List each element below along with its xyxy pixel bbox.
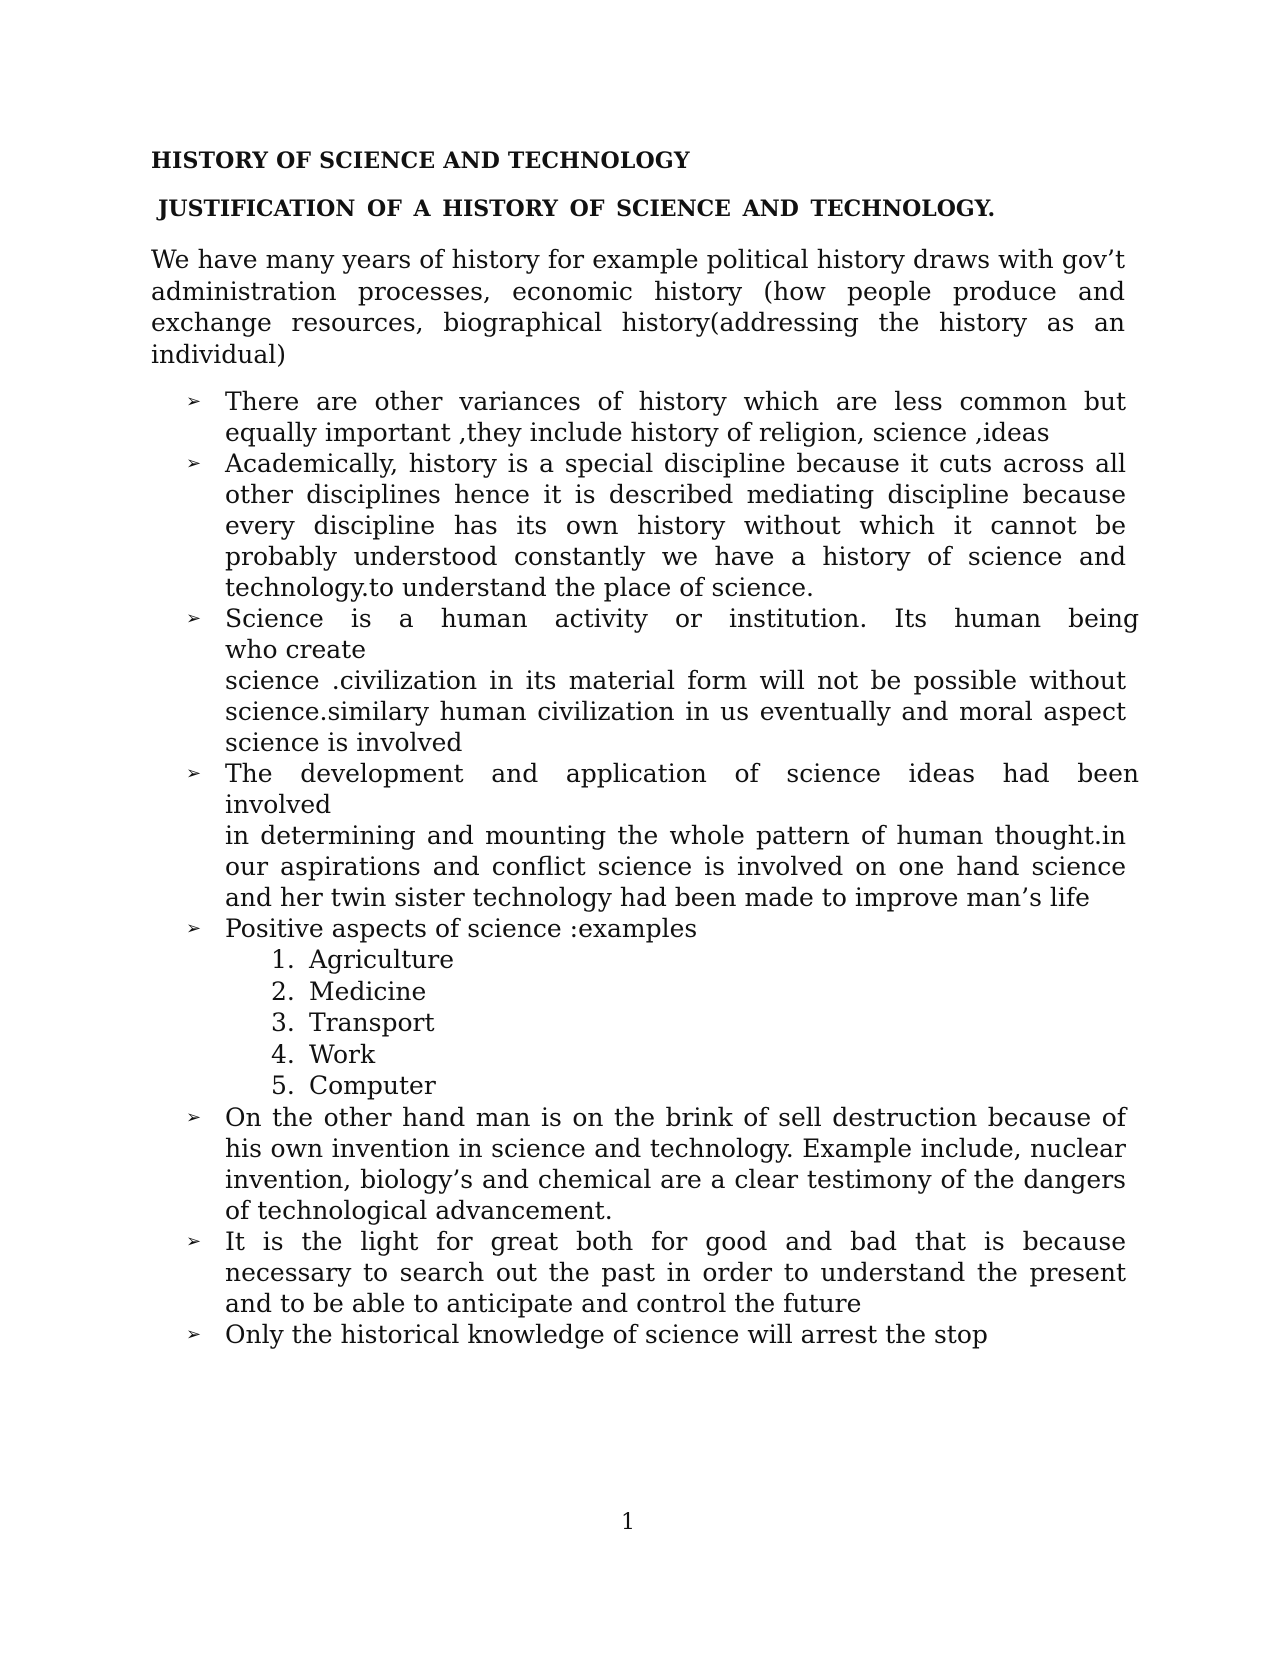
arrow-bullet-icon: ➢	[186, 1106, 202, 1128]
bullet-text: Only the historical knowledge of science will arrest the stop	[225, 1319, 988, 1349]
bullet-text-line: The development and application of science ideas had been	[225, 759, 1139, 788]
bullet-text-line: involved	[225, 790, 332, 819]
example-label: Medicine	[309, 976, 427, 1006]
document-title: HISTORY OF SCIENCE AND TECHNOLOGY	[151, 148, 690, 174]
example-item	[271, 1007, 1126, 1039]
bullet-list	[186, 386, 1139, 1350]
bullet-text: On the other hand man is on the brink of sell destruction because of his own invention in science and technology. Example include, nuclear invention, biology’s and chemical are a clear testimony of the dangers of technological advancement.	[225, 1102, 1126, 1225]
example-number: 4.	[271, 1039, 295, 1069]
example-label: Computer	[309, 1071, 436, 1100]
page-number: 1	[621, 1510, 635, 1535]
bullet-item	[186, 448, 1126, 603]
bullet-text-line: who create	[225, 635, 366, 664]
document-subtitle: JUSTIFICATION OF A HISTORY OF SCIENCE AND TECHNOLOGY.	[158, 196, 996, 222]
bullet-item	[186, 1102, 1126, 1226]
examples-list	[225, 944, 1126, 1102]
arrow-bullet-icon: ➢	[186, 918, 202, 939]
bullet-item	[186, 758, 1139, 913]
arrow-bullet-icon: ➢	[186, 453, 202, 474]
bullet-text-line: Science is a human activity or institution. Its human being	[225, 604, 1139, 633]
bullet-text: There are other variances of history which are less common but equally important ,they include history of religion, science ,ideas	[225, 387, 1126, 447]
example-item	[271, 976, 1126, 1008]
arrow-bullet-icon: ➢	[186, 391, 202, 412]
example-number: 1.	[271, 945, 295, 974]
bullet-item	[186, 913, 1126, 1102]
example-label: Transport	[309, 1008, 435, 1037]
bullet-item	[186, 1226, 1126, 1319]
example-number: 5.	[271, 1071, 295, 1100]
example-item	[271, 1039, 1126, 1071]
arrow-bullet-icon: ➢	[186, 608, 202, 629]
arrow-bullet-icon: ➢	[186, 1230, 202, 1252]
example-item	[271, 944, 1126, 976]
intro-paragraph: We have many years of history for example political history draws with gov’t administration processes, economic history (how people produce and exchange resources, biographical history(addressing the history as an individual)	[151, 245, 1125, 369]
example-number: 3.	[271, 1008, 295, 1037]
bullet-text: Academically, history is a special discipline because it cuts across all other disciplines hence it is described mediating discipline because every discipline has its own history without which it cannot be probably understood constantly we have a history of science and technology.to understand the place of science.	[225, 449, 1126, 602]
arrow-bullet-icon: ➢	[186, 1323, 202, 1345]
bullet-text: Positive aspects of science :examples	[225, 914, 698, 943]
bullet-text: It is the light for great both for good and bad that is because necessary to search out the past in order to understand the present and to be able to anticipate and control the future	[225, 1226, 1126, 1318]
example-label: Agriculture	[309, 945, 454, 974]
arrow-bullet-icon: ➢	[186, 763, 202, 784]
bullet-text: in determining and mounting the whole pattern of human thought.in our aspirations and conflict science is involved on one hand science and her twin sister technology had been made to improve man’s life	[225, 821, 1126, 912]
bullet-item	[186, 1319, 1126, 1350]
example-item	[271, 1070, 1126, 1102]
example-label: Work	[309, 1039, 376, 1069]
bullet-text: science .civilization in its material form will not be possible without science.similary human civilization in us eventually and moral aspect science is involved	[225, 666, 1126, 757]
bullet-item	[186, 386, 1126, 448]
example-number: 2.	[271, 976, 295, 1006]
bullet-item	[186, 603, 1139, 758]
